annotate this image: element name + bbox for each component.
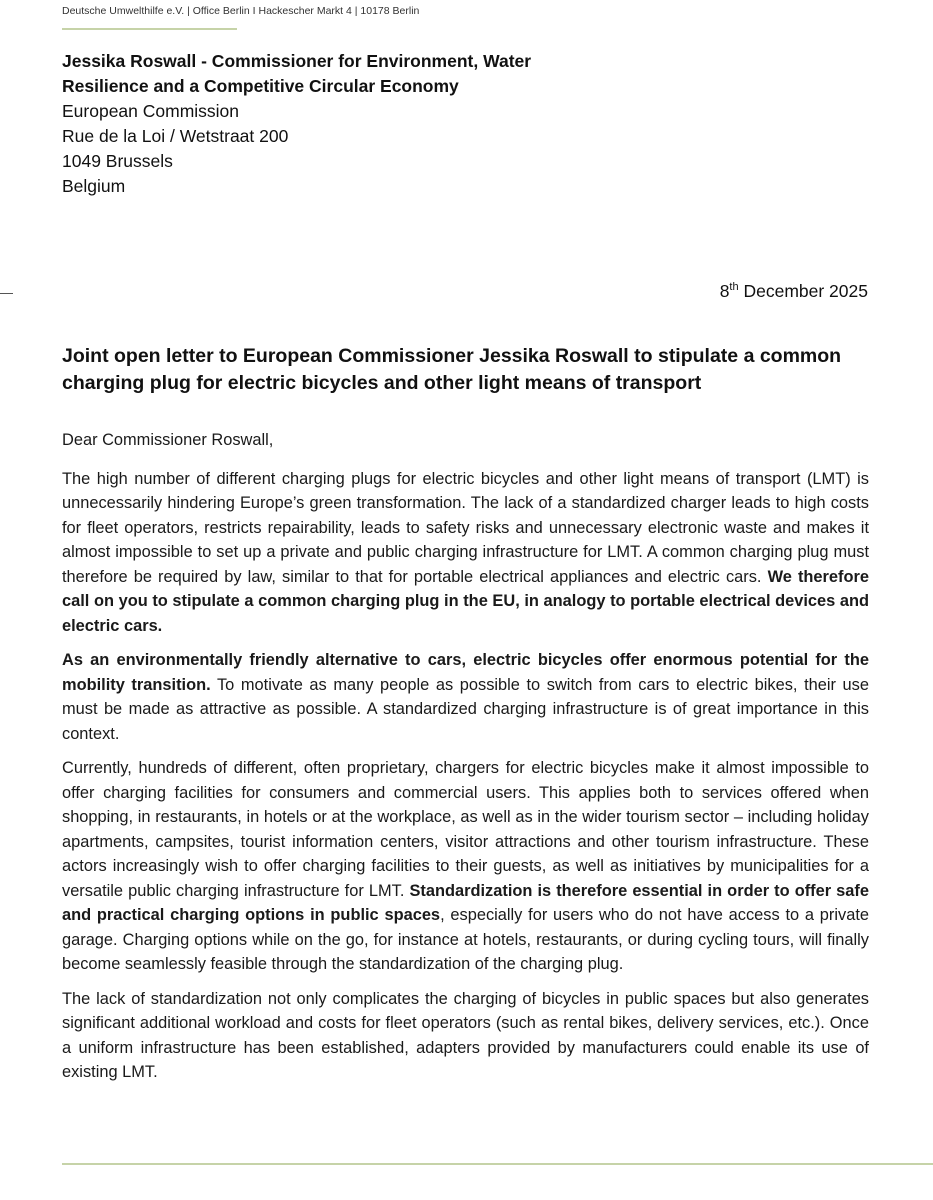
paragraph-1 — [62, 467, 869, 639]
paragraph-2 — [62, 648, 869, 746]
recipient-address-block — [62, 49, 531, 199]
recipient-organization: European Commission — [62, 101, 240, 121]
letter-body — [62, 428, 869, 1095]
recipient-name-line-1: Jessika Roswall - Commissioner for Environment, Water — [62, 51, 532, 71]
paragraph-3-text: Currently, hundreds of different, often proprietary, chargers for electric bicycles make it almost impossible to offer charging facilities for consumers and commercial users. This applies both to services offered when shopping, in restaurants, in hotels or at the workplace, as well as in the wider tourism sector – including holiday apartments, campsites, tourist information centers, visitor attractions and other tourism infrastructure. These actors increasingly wish to offer charging facilities to their guests, as well as initiatives by municipalities for a versatile public charging infrastructure for LMT. — [62, 759, 869, 900]
letter-subject: Joint open letter to European Commissioner Jessika Roswall to stipulate a common charging plug for electric bicycles and other light means of transport — [62, 345, 842, 394]
header-divider — [62, 28, 237, 30]
footer-divider — [62, 1163, 933, 1165]
letter-date — [720, 281, 868, 302]
paragraph-3-bold: Standardization is therefore essential in order to offer safe and practical charging options in public spaces — [62, 881, 869, 924]
salutation: Dear Commissioner Roswall, — [62, 431, 274, 449]
recipient-postal-city: 1049 Brussels — [62, 151, 173, 171]
date-month-year: December 2025 — [738, 281, 868, 301]
paragraph-1-text: The high number of different charging plugs for electric bicycles and other light means of transport (LMT) is unnecessarily hindering Europe’s green transformation. The lack of a standardized charger leads to high costs for fleet operators, restricts repairability, leads to safety risks and unnecessary electronic waste and makes it almost impossible to set up a private and public charging infrastructure for LMT. A common charging plug must therefore be required by law, similar to that for portable electrical appliances and electric cars. — [62, 469, 869, 586]
recipient-name-line-2: Resilience and a Competitive Circular Economy — [62, 76, 459, 96]
sender-address-line: Deutsche Umwelthilfe e.V. | Office Berlin I Hackescher Markt 4 | 10178 Berlin — [62, 5, 420, 17]
paragraph-3 — [62, 756, 869, 977]
paragraph-4: The lack of standardization not only complicates the charging of bicycles in public spaces but also generates significant additional workload and costs for fleet operators (such as rental bikes, delivery services, etc.). Once a uniform infrastructure has been established, adapters provided by manufacturers could enable its use of existing LMT. — [62, 989, 869, 1081]
recipient-country: Belgium — [62, 176, 126, 196]
date-ordinal-suffix: th — [729, 281, 739, 294]
paragraph-2-text: To motivate as many people as possible to switch from cars to electric bikes, their use must be made as attractive as possible. A standardized charging infrastructure is of great importance in this context. — [62, 675, 869, 743]
paragraph-2-bold-lead: As an environmentally friendly alternative to cars, electric bicycles offer enormous potential for the mobility transition. — [62, 651, 869, 694]
recipient-street: Rue de la Loi / Wetstraat 200 — [62, 126, 289, 146]
date-day: 8 — [719, 281, 730, 301]
paragraph-1-bold-call: We therefore call on you to stipulate a common charging plug in the EU, in analogy to portable electrical devices and electric cars. — [62, 567, 869, 635]
fold-mark — [0, 293, 13, 294]
paragraph-3-text-end: , especially for users who do not have access to a private garage. Charging options while on the go, for instance at hotels, restaurants, or during cycling tours, will finally become seamlessly feasible through the standardization of the charging plug. — [62, 906, 870, 973]
